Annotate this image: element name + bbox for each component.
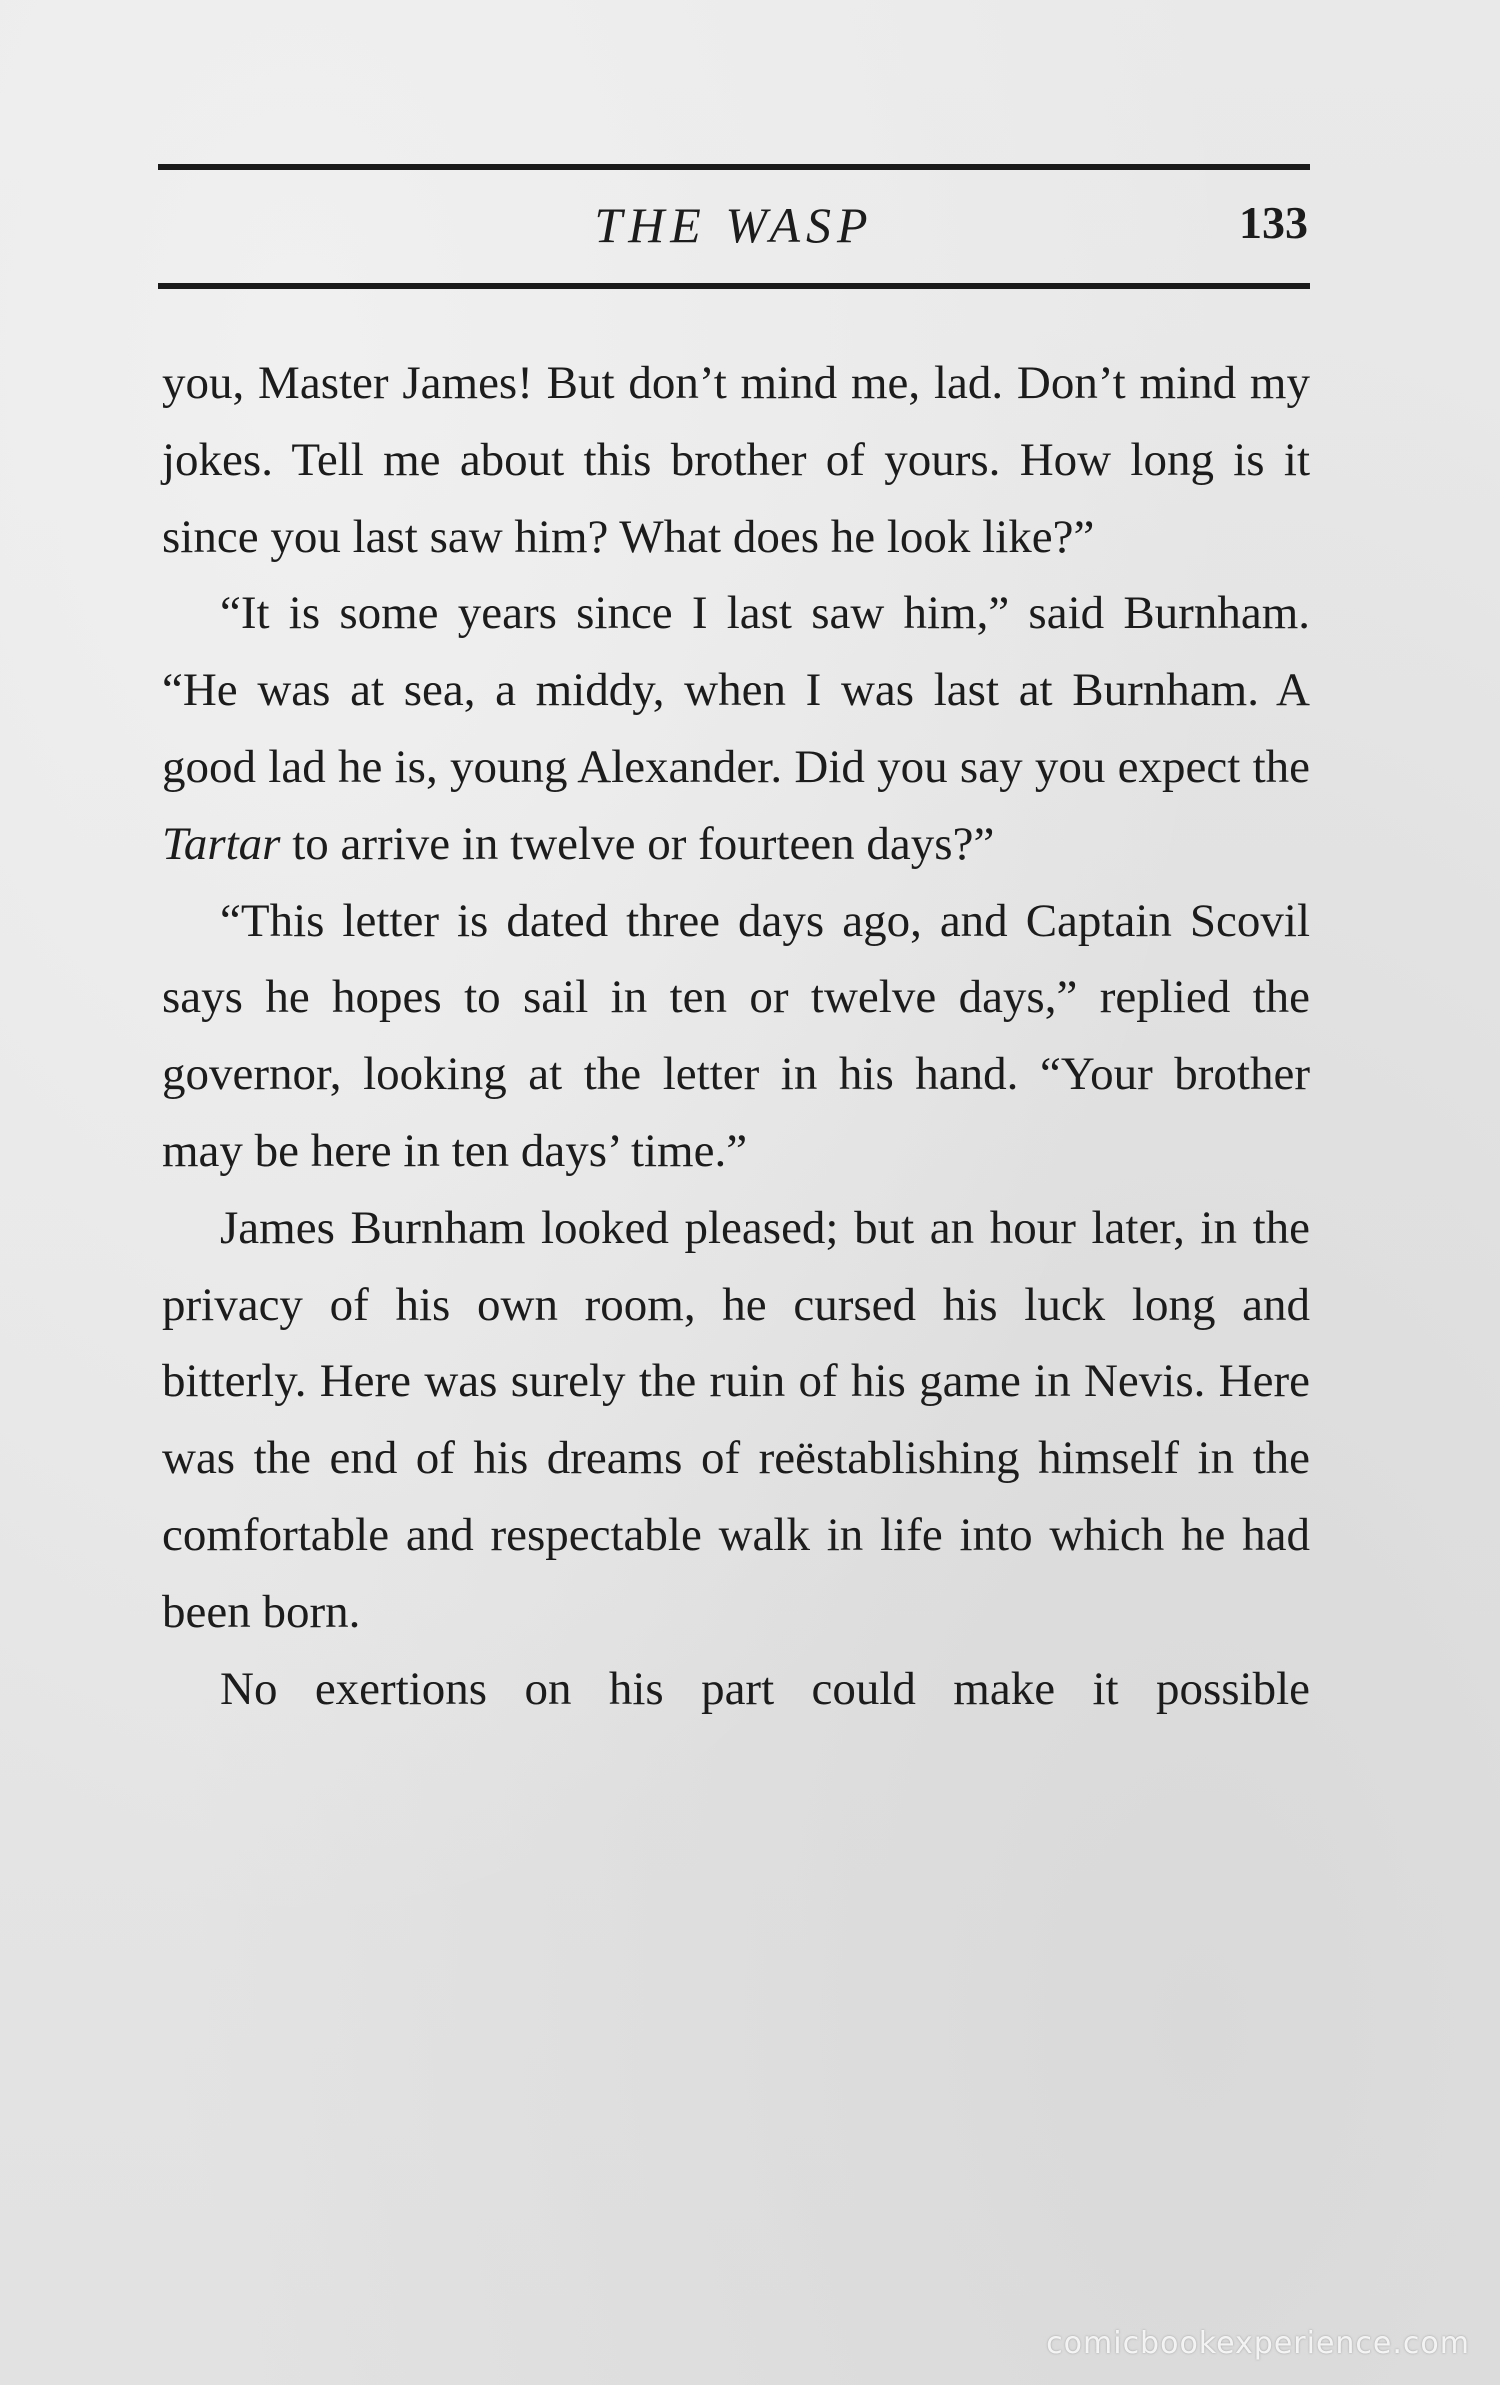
watermark: comicbookexperience.com	[1046, 2326, 1470, 2361]
paragraph-5: No exertions on his part could make it possible	[220, 1662, 1310, 1715]
body-text	[162, 345, 1310, 1727]
header-rule-top	[158, 164, 1310, 170]
paragraph-3: “This letter is dated three days ago, and Captain Scovil says he hopes to sail in ten or twelve days,” replied the governor, looking at the letter in his hand. “Your brother may be here in ten days’ time.”	[162, 894, 1310, 1177]
paragraph-2	[162, 575, 1310, 882]
running-head	[158, 190, 1310, 266]
paragraph-2-tail: to arrive in twelve or fourteen days?”	[280, 817, 995, 870]
ship-name: Tartar	[162, 817, 281, 870]
running-title: THE WASP	[594, 197, 874, 253]
paragraph-4: James Burnham looked pleased; but an hour later, in the privacy of his own room, he cursed his luck long and bitterly. Here was surely the ruin of his game in Nevis. Here was the end of his dreams of reëstablishing himself in the comfortable and respectable walk in life into which he had been born.	[162, 1201, 1310, 1638]
paragraph-2-text: “It is some years since I last saw him,” said Burnham. “He was at sea, a middy, when I was last at Burnham. A good lad he is, young Alexander. Did you say you expect the	[162, 587, 1310, 793]
page-number: 133	[1239, 197, 1308, 248]
header-rule-bottom	[158, 283, 1310, 289]
paragraph-1: you, Master James! But don’t mind me, lad. Don’t mind my jokes. Tell me about this brother of yours. How long is it since you last saw him? What does he look like?”	[162, 357, 1310, 563]
